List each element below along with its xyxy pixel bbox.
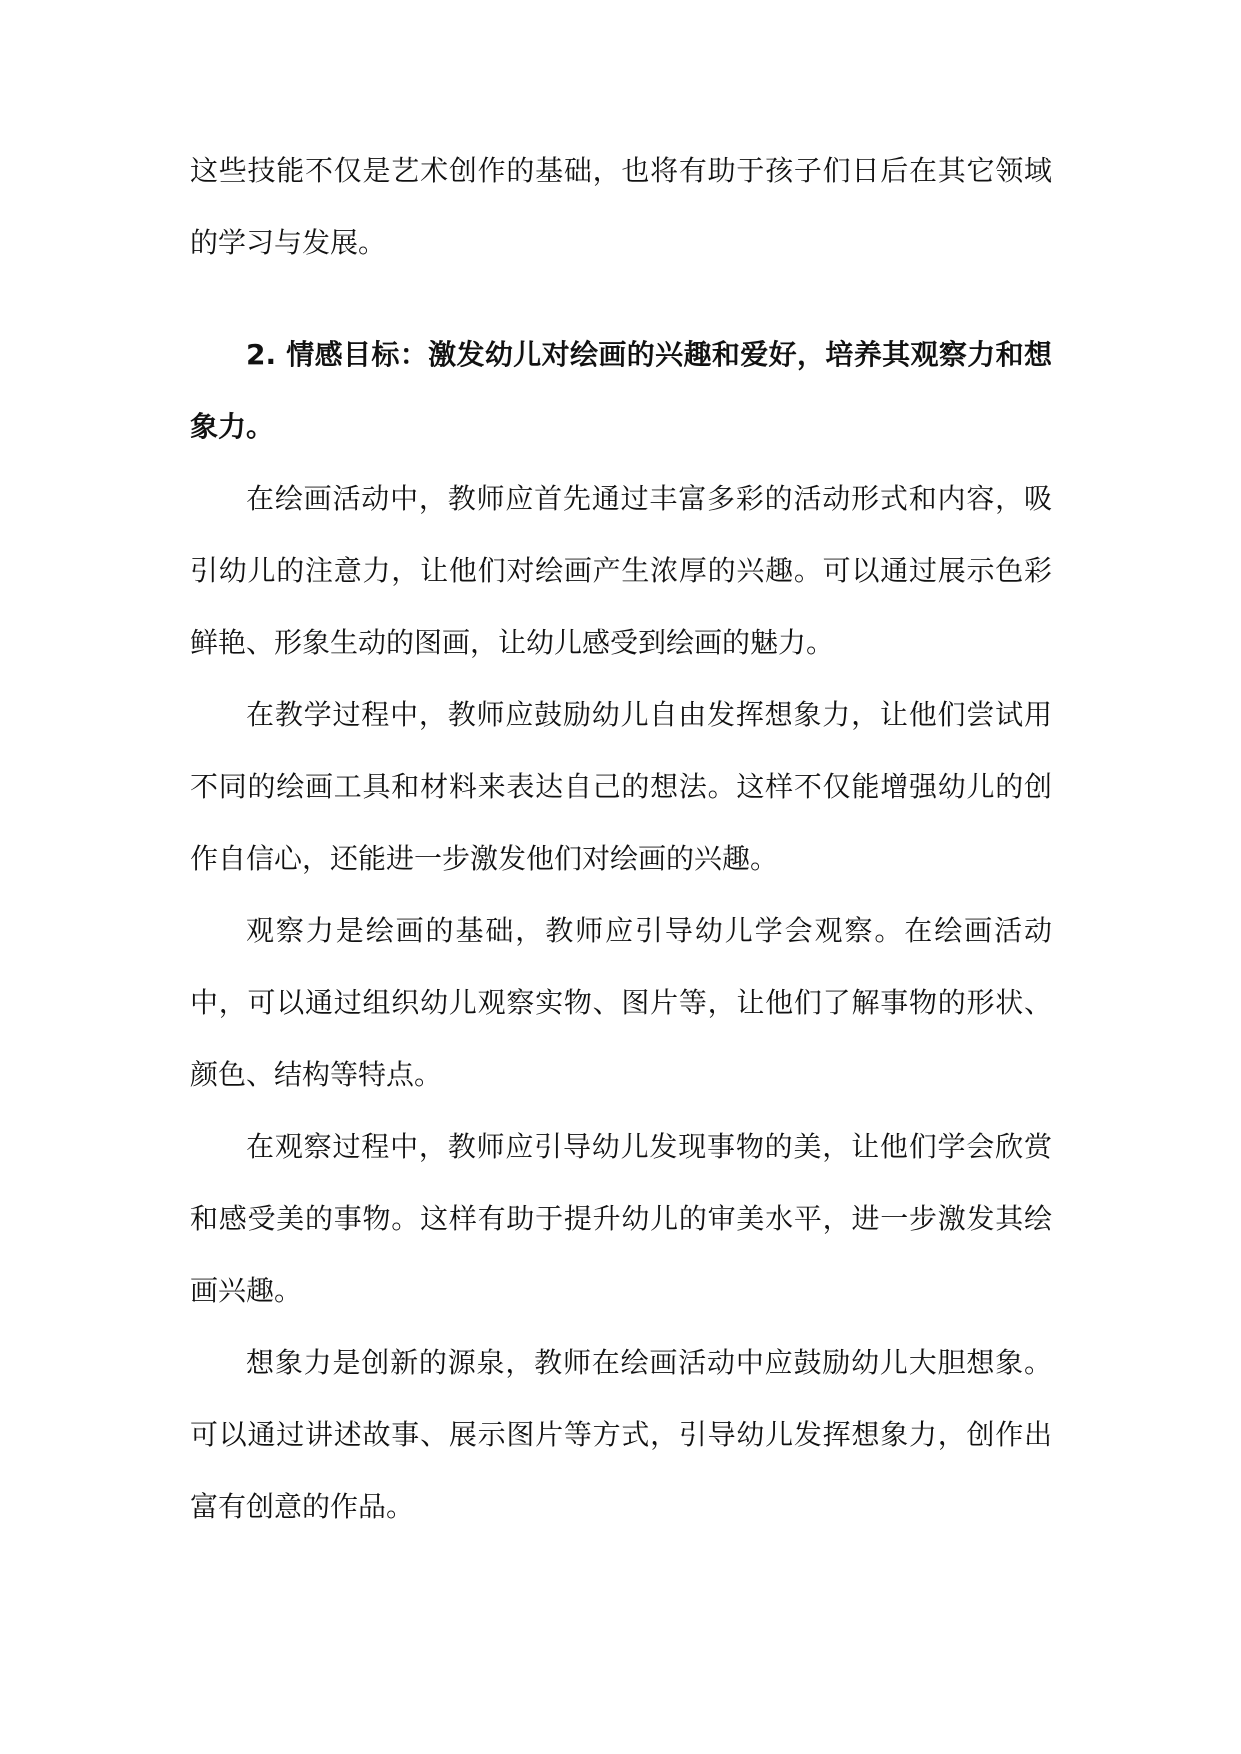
paragraph: 在绘画活动中，教师应首先通过丰富多彩的活动形式和内容，吸引幼儿的注意力，让他们对绘画产生浓厚的兴趣。可以通过展示色彩鲜艳、形象生动的图画，让幼儿感受到绘画的魅力。 [190, 482, 1052, 659]
section-heading: 2. 情感目标：激发幼儿对绘画的兴趣和爱好，培养其观察力和想象力。 [190, 338, 1052, 443]
paragraph: 在观察过程中，教师应引导幼儿发现事物的美，让他们学会欣赏和感受美的事物。这样有助于提升幼儿的审美水平，进一步激发其绘画兴趣。 [190, 1130, 1052, 1307]
document-page [190, 135, 1052, 1543]
intro-continuation: 这些技能不仅是艺术创作的基础，也将有助于孩子们日后在其它领域的学习与发展。 [190, 154, 1052, 259]
paragraph: 在教学过程中，教师应鼓励幼儿自由发挥想象力，让他们尝试用不同的绘画工具和材料来表达自己的想法。这样不仅能增强幼儿的创作自信心，还能进一步激发他们对绘画的兴趣。 [190, 698, 1052, 875]
paragraph: 想象力是创新的源泉，教师在绘画活动中应鼓励幼儿大胆想象。可以通过讲述故事、展示图片等方式，引导幼儿发挥想象力，创作出富有创意的作品。 [190, 1346, 1052, 1523]
paragraph: 观察力是绘画的基础，教师应引导幼儿学会观察。在绘画活动中，可以通过组织幼儿观察实物、图片等，让他们了解事物的形状、颜色、结构等特点。 [190, 914, 1052, 1091]
